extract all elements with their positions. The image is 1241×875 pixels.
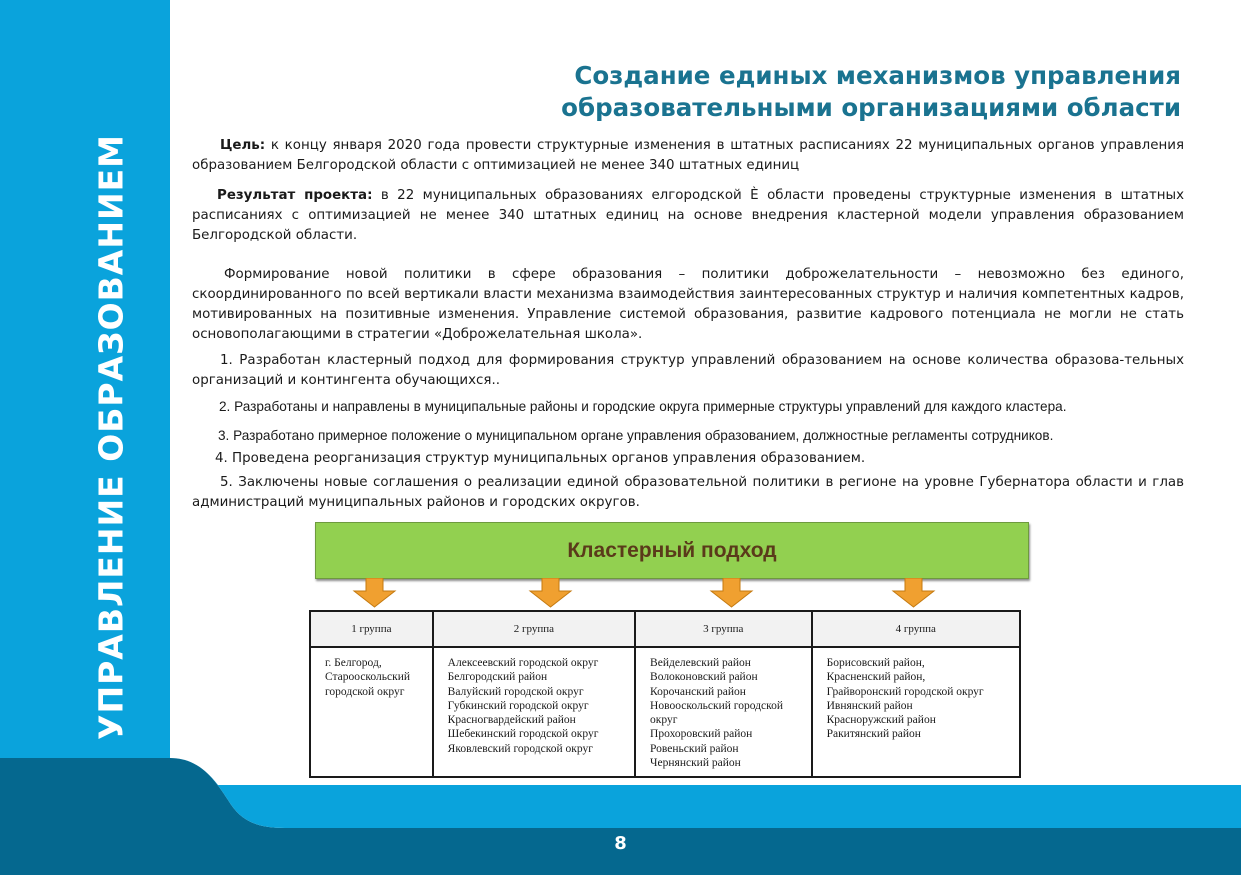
group-4-header: 4 группа	[812, 611, 1020, 647]
step-2: 2. Разработаны и направлены в муниципальные районы и городские округа примерные структуры управлений для каждого кластера.	[219, 399, 1067, 414]
list-item: г. Белгород,	[325, 657, 382, 669]
list-item: Яковлевский городской округ	[447, 742, 593, 755]
list-item: Ровеньский район	[650, 742, 739, 755]
arrow-down-icon	[709, 578, 754, 608]
group-1-header: 1 группа	[310, 611, 433, 647]
list-item: Грайворонский городской округ	[826, 685, 984, 698]
list-item: Валуйский городской округ	[447, 685, 584, 698]
list-item: Новооскольский городской	[650, 699, 784, 712]
goal-text: к концу января 2020 года провести структурные изменения в штатных расписаниях 22 муниципальных органов управления образованием Белгородской области с оптимизацией не менее 340 штатных единиц	[192, 138, 1184, 173]
list-item: Ракитянский район	[826, 728, 921, 741]
list-item: Старооскольский	[325, 671, 411, 684]
step-3: 3. Разработано примерное положение о муниципальном органе управления образованием, должностные регламенты сотрудников.	[218, 428, 1054, 443]
page-title-line2: образовательными организациями области	[561, 93, 1181, 122]
group-2-cell	[433, 647, 635, 777]
intro-paragraph: Формирование новой политики в сфере образования – политики доброжелательности – невозможно без единого, скоординированного по всей вертикали власти механизма взаимодействия заинтересованных структур и наличия компетентных кадров, мотивированных на позитивные изменения. Управление системой образования, развитие кадрового потенциала не могли не стать основополагающими в стратегии «Доброжелательная школа».	[192, 267, 1184, 342]
table-header-row	[310, 611, 1020, 647]
result-paragraph	[192, 186, 1184, 246]
list-item: Волоконовский район	[650, 671, 758, 684]
goal-paragraph	[192, 136, 1184, 176]
group-3-header: 3 группа	[635, 611, 812, 647]
list-item: городской округ	[325, 685, 405, 698]
group-1-cell	[310, 647, 433, 777]
list-item: Красногвардейский район	[447, 714, 576, 727]
step-4: 4. Проведена реорганизация структур муниципальных органов управления образованием.	[215, 451, 866, 466]
result-text: в 22 муниципальных образованиях елгородской È области проведены структурные изменения в штатных расписаниях с оптимизацией не менее 340 штатных единиц на основе внедрения кластерной модели управления образованием Белгородской области.	[192, 188, 1184, 243]
list-item: Шебекинский городской округ	[447, 728, 599, 741]
list-item: Губкинский городской округ	[447, 699, 589, 712]
list-item: Ивнянский район	[826, 699, 913, 712]
step-1: 1. Разработан кластерный подход для формирования структур управлений образованием на основе количества образова-тельных организаций и контингента обучающихся..	[192, 353, 1184, 388]
cluster-groups-table	[309, 610, 1021, 778]
goal-label: Цель:	[220, 138, 266, 153]
step-5: 5. Заключены новые соглашения о реализации единой образовательной политики в регионе на уровне Губернатора области и глав администраций муниципальных районов и городских округов.	[192, 475, 1184, 510]
page-number: 8	[614, 833, 627, 854]
cluster-header	[315, 522, 1029, 579]
list-item: Алексеевский городской округ	[447, 657, 599, 669]
group-3-cell	[635, 647, 812, 777]
list-item: Прохоровский район	[650, 728, 753, 741]
arrow-down-icon	[528, 578, 573, 608]
arrow-down-icon	[891, 578, 936, 608]
list-item: Красноружский район	[826, 714, 936, 727]
group-2-header: 2 группа	[433, 611, 635, 647]
page-title-line1: Создание единых механизмов управления	[574, 61, 1181, 90]
section-title: УПРАВЛЕНИЕ ОБРАЗОВАНИЕМ	[91, 134, 131, 740]
arrow-down-icon	[352, 578, 397, 608]
table-row	[310, 647, 1020, 777]
list-item: Чернянский район	[650, 757, 741, 770]
list-item: округ	[650, 714, 678, 727]
result-label: Результат проекта:	[217, 188, 373, 203]
list-item: Красненский район,	[826, 671, 926, 684]
list-item: Борисовский район,	[826, 657, 925, 669]
list-item: Корочанский район	[650, 685, 746, 698]
list-item: Вейделевский район	[650, 657, 751, 669]
page-title	[561, 60, 1181, 124]
list-item: Белгородский район	[447, 671, 548, 684]
cluster-title: Кластерный подход	[567, 538, 777, 562]
group-4-cell	[812, 647, 1020, 777]
